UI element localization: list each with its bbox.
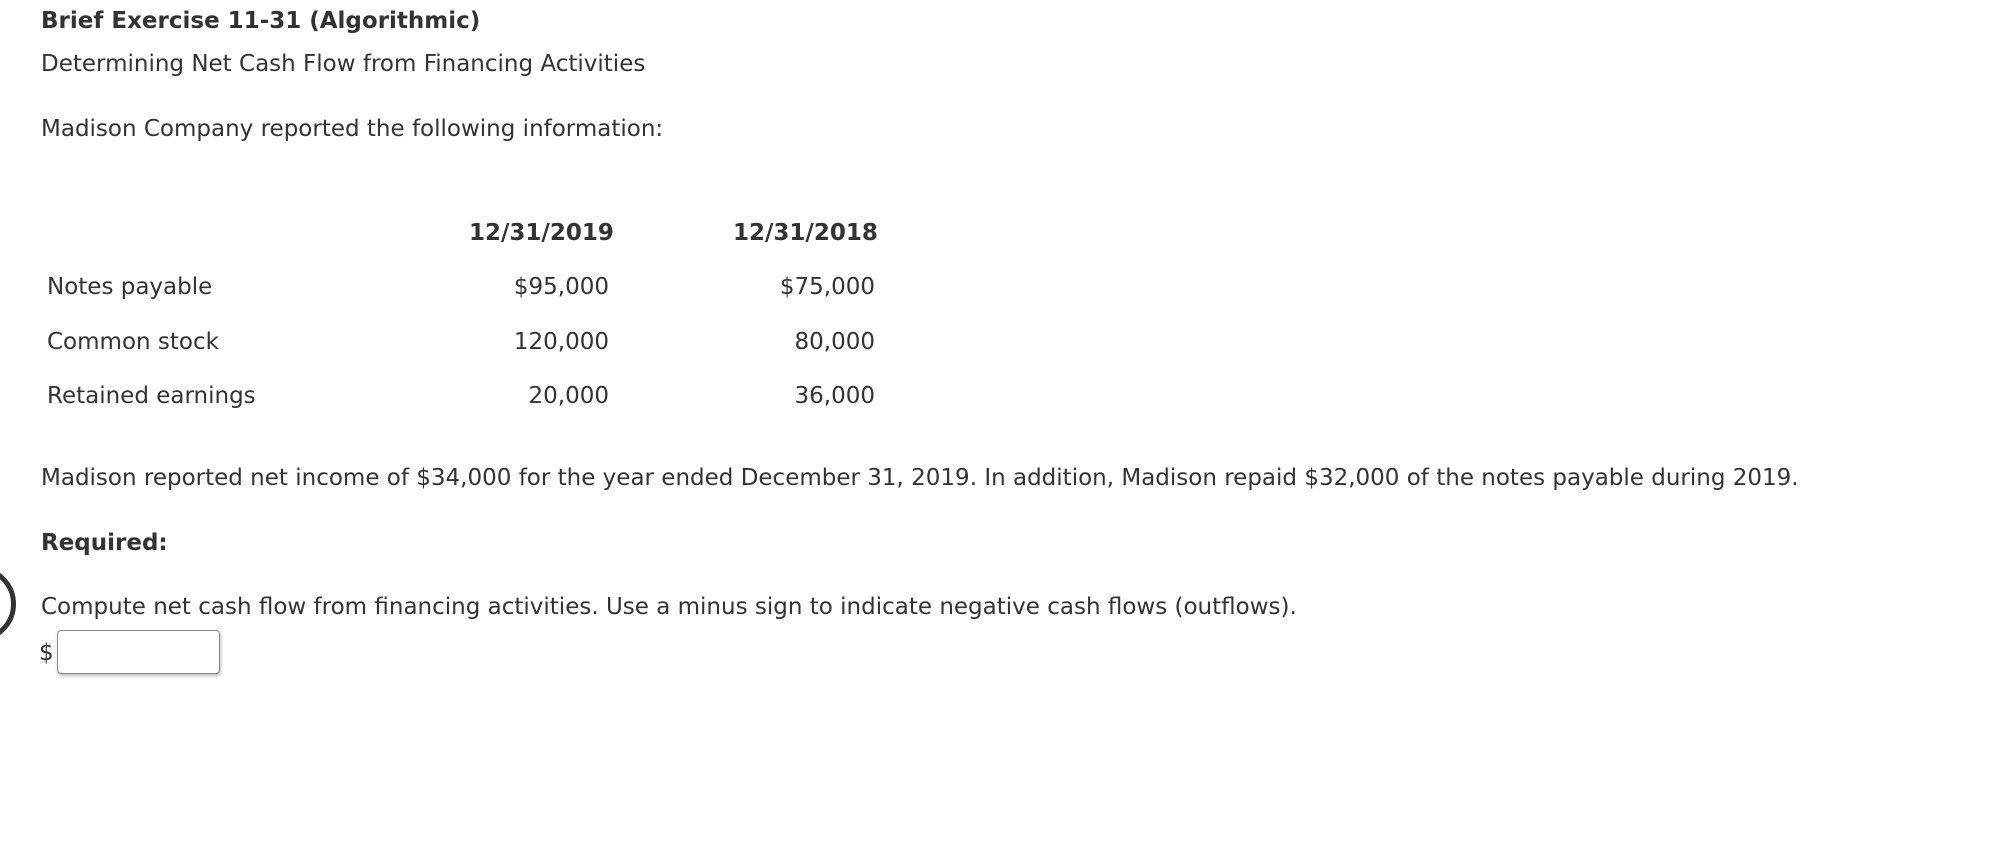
row-value-2018: $75,000 xyxy=(779,274,875,300)
table-row xyxy=(0,329,1000,369)
row-value-2018: 36,000 xyxy=(794,383,875,409)
table-row xyxy=(0,274,1000,314)
circle-marker-icon xyxy=(0,566,16,642)
row-label: Notes payable xyxy=(47,274,213,300)
row-value-2018: 80,000 xyxy=(794,329,875,355)
column-header-2019: 12/31/2019 xyxy=(469,220,614,246)
column-header-2018: 12/31/2018 xyxy=(733,220,878,246)
row-value-2019: 20,000 xyxy=(528,383,609,409)
exercise-subtitle: Determining Net Cash Flow from Financing Activities xyxy=(41,51,646,77)
exercise-intro: Madison Company reported the following information: xyxy=(41,116,664,142)
answer-input[interactable] xyxy=(57,630,220,674)
row-label: Retained earnings xyxy=(47,383,256,409)
required-heading: Required: xyxy=(41,530,168,556)
required-instruction: Compute net cash flow from financing activities. Use a minus sign to indicate negative cash flows (outflows). xyxy=(41,594,1297,620)
row-value-2019: $95,000 xyxy=(513,274,609,300)
currency-symbol: $ xyxy=(39,640,54,666)
row-value-2019: 120,000 xyxy=(513,329,609,355)
row-label: Common stock xyxy=(47,329,219,355)
body-paragraph: Madison reported net income of $34,000 for the year ended December 31, 2019. In addition, Madison repaid $32,000 of the notes payable during 2019. xyxy=(41,465,1799,491)
table-row xyxy=(0,383,1000,423)
exercise-title: Brief Exercise 11-31 (Algorithmic) xyxy=(41,8,481,34)
